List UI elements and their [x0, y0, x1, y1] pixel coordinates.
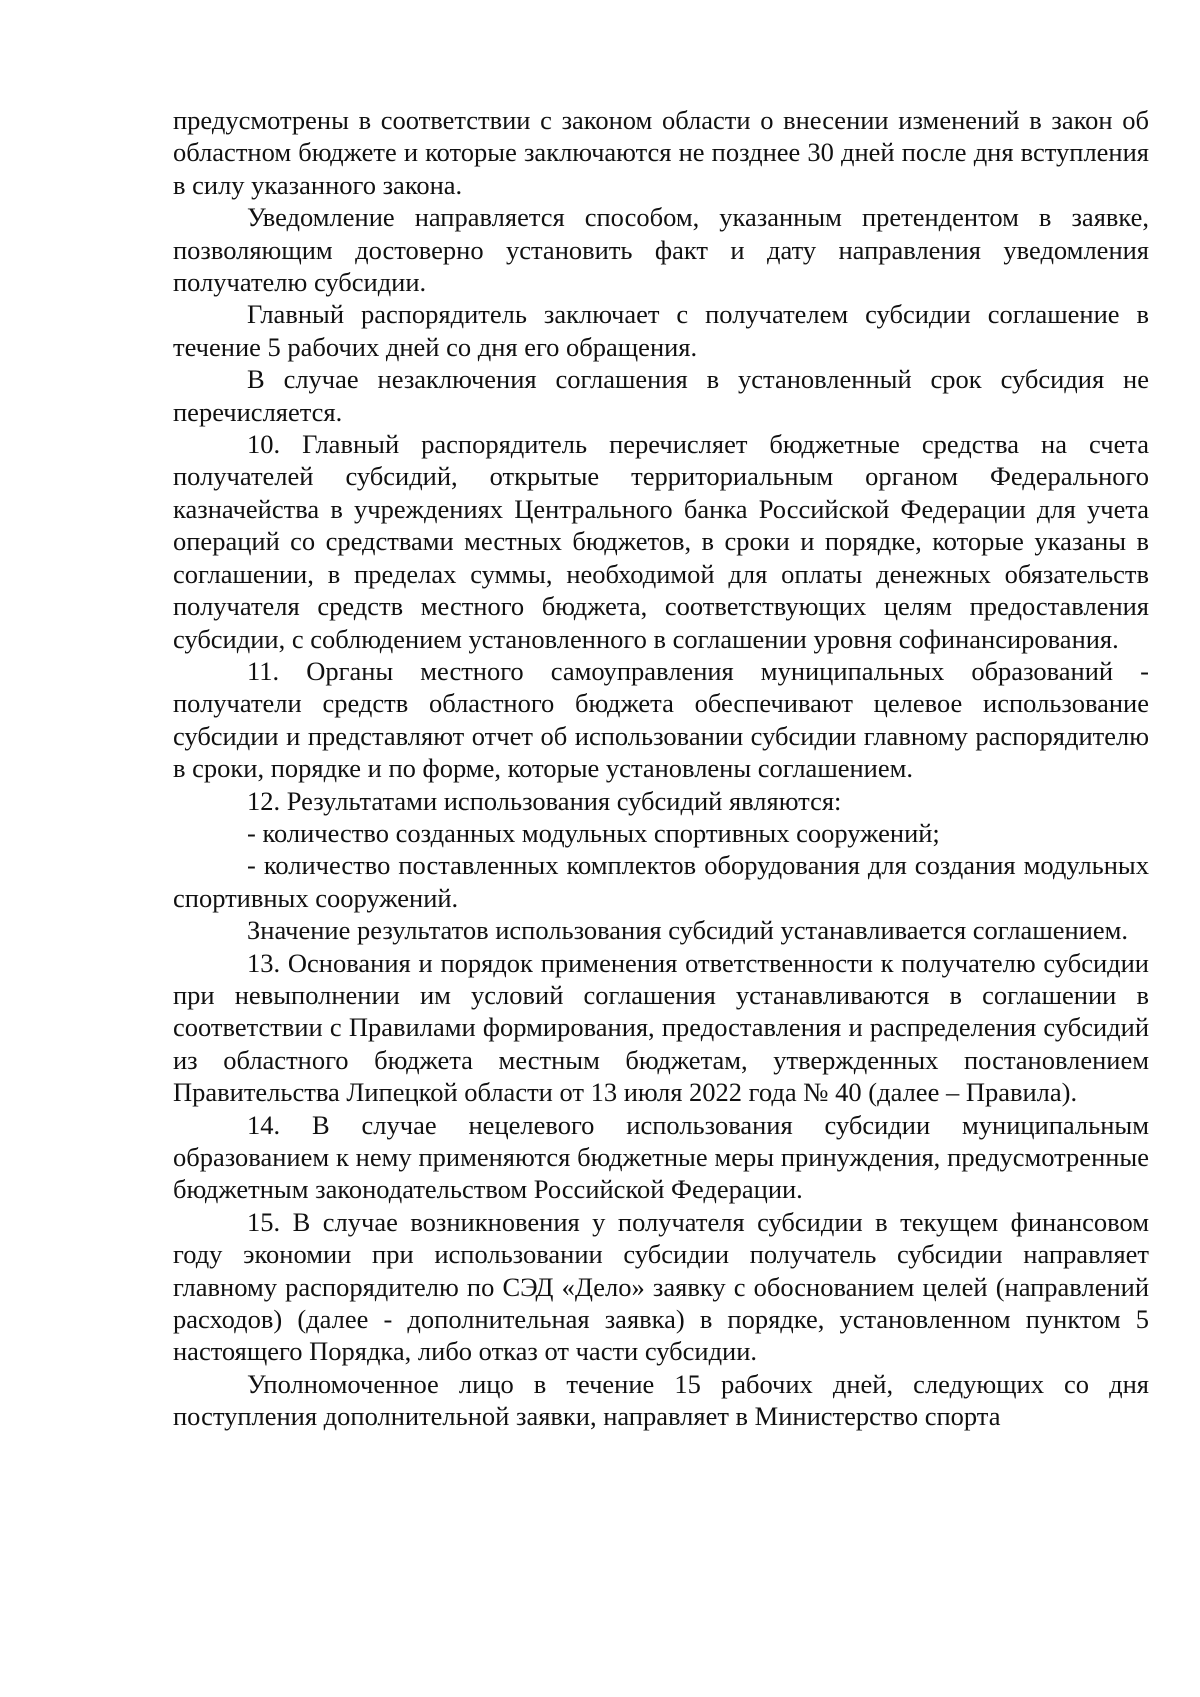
- paragraph-item-10: 10. Главный распорядитель перечисляет бюджетные средства на счета получателей субсидий, открытые территориальным органом Федерального казначейства в учреждениях Центрального банка Российской Федерации для учета операций со средствами местных бюджетов, в сроки и порядке, которые указаны в соглашении, в пределах суммы, необходимой для оплаты денежных обязательств получателя средств местного бюджета, соответствующих целям предоставления субсидии, с соблюдением установленного в соглашении уровня софинансирования.: [173, 429, 1149, 654]
- paragraph-item-12: 12. Результатами использования субсидий являются:: [247, 785, 842, 816]
- paragraph-notification-method: Уведомление направляется способом, указанным претендентом в заявке, позволяющим достоверно установить факт и дату направления уведомления получателю субсидии.: [173, 202, 1149, 298]
- paragraph-authorized-person: Уполномоченное лицо в течение 15 рабочих дней, следующих со дня поступления дополнительной заявки, направляет в Министерство спорта: [173, 1368, 1149, 1432]
- paragraph-item-13: 13. Основания и порядок применения ответственности к получателю субсидии при невыполнении им условий соглашения устанавливаются в соглашении в соответствии с Правилами формирования, предоставления и распределения субсидий из областного бюджета местным бюджетам, утвержденных постановлением Правительства Липецкой области от 13 июля 2022 года № 40 (далее – Правила).: [173, 947, 1149, 1108]
- document-page: [173, 104, 1149, 1433]
- paragraph-item-11: 11. Органы местного самоуправления муниципальных образований - получатели средств областного бюджета обеспечивают целевое использование субсидии и представляют отчет об использовании субсидии главному распорядителю в сроки, порядке и по форме, которые установлены соглашением.: [173, 655, 1149, 784]
- list-item-sports-facilities: - количество созданных модульных спортивных сооружений;: [247, 817, 940, 848]
- list-item-equipment-sets: - количество поставленных комплектов оборудования для создания модульных спортивных сооружений.: [173, 850, 1149, 913]
- paragraph-continuation: предусмотрены в соответствии с законом области о внесении изменений в закон об областном бюджете и которые заключаются не позднее 30 дней после дня вступления в силу указанного закона.: [173, 105, 1149, 200]
- paragraph-results-value: Значение результатов использования субсидий устанавливается соглашением.: [247, 915, 1129, 946]
- paragraph-item-15: 15. В случае возникновения у получателя субсидии в текущем финансовом году экономии при использовании субсидии получатель субсидии направляет главному распорядителю по СЭД «Дело» заявку с обоснованием целей (направлений расходов) (далее - дополнительная заявка) в порядке, установленном пунктом 5 настоящего Порядка, либо отказ от части субсидии.: [173, 1206, 1149, 1367]
- paragraph-agreement-term: Главный распорядитель заключает с получателем субсидии соглашение в течение 5 рабочих дней со дня его обращения.: [173, 299, 1149, 362]
- paragraph-item-14: 14. В случае нецелевого использования субсидии муниципальным образованием к нему применяются бюджетные меры принуждения, предусмотренные бюджетным законодательством Российской Федерации.: [173, 1109, 1149, 1205]
- paragraph-no-agreement: В случае незаключения соглашения в установленный срок субсидия не перечисляется.: [173, 364, 1149, 427]
